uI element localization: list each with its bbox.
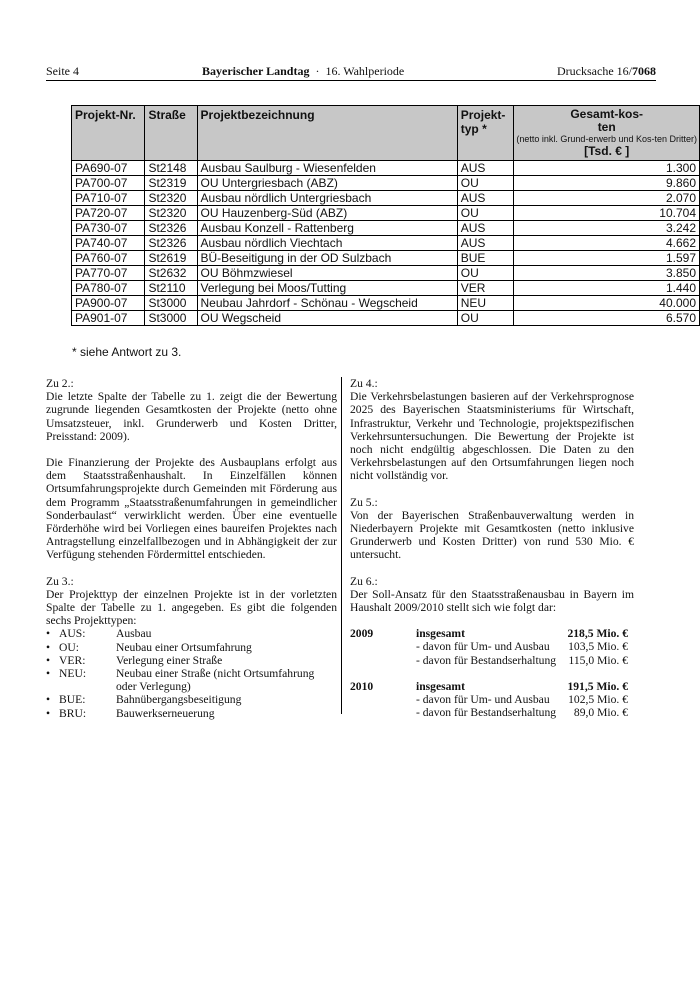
cell-total-cost: 2.070 bbox=[514, 191, 700, 206]
budget-row bbox=[350, 680, 628, 693]
project-type-description: Bauwerkserneuerung bbox=[116, 706, 215, 720]
col-project-type bbox=[457, 106, 514, 161]
col-description: Projektbezeichnung bbox=[197, 106, 457, 161]
cell-description: Ausbau nördlich Untergriesbach bbox=[197, 191, 457, 206]
project-type-item bbox=[46, 667, 337, 693]
cell-total-cost: 3.242 bbox=[514, 221, 700, 236]
project-type-code: NEU: bbox=[59, 667, 87, 681]
cell-project-nr: PA710-07 bbox=[72, 191, 145, 206]
budget-sub-amount: 89,0 Mio. € bbox=[573, 706, 628, 720]
table-row bbox=[72, 206, 700, 221]
project-type-code: BUE: bbox=[59, 693, 86, 707]
cell-project-type: OU bbox=[457, 176, 514, 191]
cell-total-cost: 1.300 bbox=[514, 161, 700, 176]
project-type-list bbox=[46, 627, 337, 719]
document-number: 7068 bbox=[632, 64, 656, 78]
header-separator: · bbox=[315, 64, 320, 78]
budget-year: 2010 bbox=[350, 679, 374, 693]
left-column bbox=[46, 377, 337, 720]
cell-project-nr: PA760-07 bbox=[72, 251, 145, 266]
cell-description: OU Untergriesbach (ABZ) bbox=[197, 176, 457, 191]
zu3-paragraph-1: Der Projekttyp der einzelnen Projekte ist in der vorletzten Spalte der Tabelle zu 1. angegeben. Es gibt die folgenden sechs Projekttypen: bbox=[46, 587, 337, 628]
zu2-paragraph-1: Die letzte Spalte der Tabelle zu 1. zeigt die der Bewertung zugrunde liegenden Gesamtkosten der Projekte (netto ohne Umsatzsteuer, inkl. Grunderwerb und Kosten Dritter, Preisstand: 2009). bbox=[46, 390, 337, 443]
budget-row bbox=[350, 627, 628, 640]
cell-description: Neubau Jahrdorf - Schönau - Wegscheid bbox=[197, 296, 457, 311]
right-column bbox=[350, 377, 634, 719]
budget-total: 191,5 Mio. € bbox=[567, 679, 628, 693]
cell-total-cost: 4.662 bbox=[514, 236, 700, 251]
col-project-nr: Projekt-Nr. bbox=[72, 106, 145, 161]
bullet-icon: • bbox=[46, 693, 51, 707]
col-total-cost bbox=[514, 106, 700, 161]
bullet-icon: • bbox=[46, 627, 51, 641]
budget-spacer bbox=[350, 693, 416, 706]
budget-sub-amount: 103,5 Mio. € bbox=[568, 640, 628, 654]
table-row bbox=[72, 311, 700, 326]
cell-total-cost: 9.860 bbox=[514, 176, 700, 191]
cell-project-type: AUS bbox=[457, 236, 514, 251]
cell-project-type: OU bbox=[457, 206, 514, 221]
parliament-name: Bayerischer Landtag bbox=[202, 64, 310, 78]
col-type-line1: Projekt- bbox=[460, 108, 506, 122]
cell-total-cost: 1.597 bbox=[514, 251, 700, 266]
table-row bbox=[72, 266, 700, 281]
cell-street: St2320 bbox=[145, 191, 197, 206]
cell-street: St2320 bbox=[145, 206, 197, 221]
cell-description: BÜ-Beseitigung in der OD Sulzbach bbox=[197, 251, 457, 266]
budget-table bbox=[350, 680, 628, 720]
cell-total-cost: 3.850 bbox=[514, 266, 700, 281]
zu2-paragraph-2: Die Finanzierung der Projekte des Ausbauplans erfolgt aus dem Staatsstraßenhaushalt. In Einzelfällen können Ortsumfahrungsprojekte durch Gemeinden mit Förderung aus dem Programm „Staatsstraßenumfahrungen in gemeindlicher Sonderbaulast“ verwirklicht werden. Über eine eventuelle Förderhöhe wird bei Vorliegen eines baureifen Projektes nach Antragstellung einzelfallbezogen und in Abhängigkeit der zur Verfügung stehenden Fördermittel entschieden. bbox=[46, 456, 337, 562]
cell-description: OU Böhmzwiesel bbox=[197, 266, 457, 281]
table-row bbox=[72, 296, 700, 311]
cell-street: St2110 bbox=[145, 281, 197, 296]
zu4-paragraph-1: Die Verkehrsbelastungen basieren auf der Verkehrsprognose 2025 des Bayerischen Staatsministeriums für Wirtschaft, Infrastruktur, Verkehr und Technologie, projektspezifischen Verkehrsuntersuchungen. Die Bewertung der Projekte ist noch nicht endgültig abgeschlossen. Die Daten zu den Verkehrsbelastungen auf den Ortsumfahrungen liegen noch nicht vollständig vor. bbox=[350, 390, 634, 483]
cell-project-type: AUS bbox=[457, 191, 514, 206]
cell-total-cost: 1.440 bbox=[514, 281, 700, 296]
project-type-description: Neubau einer Ortsumfahrung bbox=[116, 640, 252, 654]
header-title bbox=[202, 64, 404, 79]
project-type-item bbox=[46, 654, 337, 667]
project-type-code: AUS: bbox=[59, 627, 86, 641]
budget-table bbox=[350, 627, 628, 667]
cell-project-nr: PA730-07 bbox=[72, 221, 145, 236]
project-type-item bbox=[46, 693, 337, 706]
zu5-paragraph-1: Von der Bayerischen Straßenbauverwaltung werden in Niederbayern Projekte mit Gesamtkosten (netto inklusive Grunderwerb und Kosten Dritter) von rund 530 Mio. € untersucht. bbox=[350, 508, 634, 562]
cell-description: Ausbau Saulburg - Wiesenfelden bbox=[197, 161, 457, 176]
budget-spacer bbox=[350, 654, 416, 667]
table-row bbox=[72, 251, 700, 266]
cell-project-type: AUS bbox=[457, 161, 514, 176]
bullet-icon: • bbox=[46, 640, 51, 654]
bullet-icon: • bbox=[46, 653, 51, 667]
budget-sub-label: - davon für Bestandserhaltung bbox=[416, 706, 557, 720]
cell-description: Ausbau Konzell - Rattenberg bbox=[197, 221, 457, 236]
cell-project-nr: PA900-07 bbox=[72, 296, 145, 311]
cell-total-cost: 6.570 bbox=[514, 311, 700, 326]
project-type-description: Ausbau bbox=[116, 627, 152, 641]
budget-section bbox=[350, 627, 634, 719]
table-row bbox=[72, 236, 700, 251]
cell-description: OU Wegscheid bbox=[197, 311, 457, 326]
budget-sub-label: - davon für Um- und Ausbau bbox=[416, 640, 550, 654]
bullet-icon: • bbox=[46, 706, 51, 720]
cell-description: Ausbau nördlich Viechtach bbox=[197, 236, 457, 251]
zu2-heading: Zu 2.: bbox=[46, 377, 74, 390]
table-row bbox=[72, 221, 700, 236]
budget-total-label: insgesamt bbox=[416, 627, 465, 641]
cell-project-nr: PA770-07 bbox=[72, 266, 145, 281]
cell-project-nr: PA740-07 bbox=[72, 236, 145, 251]
cell-project-nr: PA700-07 bbox=[72, 176, 145, 191]
col-cost-line2: ten bbox=[597, 120, 616, 134]
projects-table bbox=[71, 105, 700, 326]
budget-row bbox=[350, 706, 628, 719]
budget-sub-amount: 115,0 Mio. € bbox=[568, 653, 628, 667]
cell-street: St2326 bbox=[145, 236, 197, 251]
election-period: 16. Wahlperiode bbox=[325, 64, 405, 78]
cell-street: St2148 bbox=[145, 161, 197, 176]
project-type-code: VER: bbox=[59, 653, 86, 667]
header-rule bbox=[46, 80, 656, 81]
column-divider bbox=[341, 377, 342, 714]
budget-sub-amount: 102,5 Mio. € bbox=[568, 693, 628, 707]
cell-project-type: AUS bbox=[457, 221, 514, 236]
budget-total-label: insgesamt bbox=[416, 679, 465, 693]
cell-project-nr: PA720-07 bbox=[72, 206, 145, 221]
budget-row bbox=[350, 693, 628, 706]
cell-project-type: OU bbox=[457, 266, 514, 281]
project-type-code: BRU: bbox=[59, 706, 87, 720]
cell-project-nr: PA780-07 bbox=[72, 281, 145, 296]
document-prefix: Drucksache 16/ bbox=[557, 64, 632, 78]
project-type-item bbox=[46, 707, 337, 720]
cell-description: OU Hauzenberg-Süd (ABZ) bbox=[197, 206, 457, 221]
table-header-row bbox=[72, 106, 700, 161]
project-type-description: Verlegung einer Straße bbox=[116, 653, 223, 667]
table-row bbox=[72, 281, 700, 296]
cell-project-type: VER bbox=[457, 281, 514, 296]
cell-street: St2326 bbox=[145, 221, 197, 236]
project-type-description: Bahnübergangsbeseitigung bbox=[116, 693, 242, 707]
budget-sub-label: - davon für Um- und Ausbau bbox=[416, 693, 550, 707]
table-row bbox=[72, 176, 700, 191]
cell-street: St2619 bbox=[145, 251, 197, 266]
cell-street: St2319 bbox=[145, 176, 197, 191]
budget-row bbox=[350, 640, 628, 653]
zu6-heading: Zu 6.: bbox=[350, 574, 378, 588]
project-type-description-cont: oder Verlegung) bbox=[116, 680, 191, 694]
budget-total: 218,5 Mio. € bbox=[567, 627, 628, 641]
col-type-line2: typ * bbox=[460, 122, 487, 136]
cell-project-nr: PA901-07 bbox=[72, 311, 145, 326]
zu5-heading: Zu 5.: bbox=[350, 495, 378, 509]
cell-street: St2632 bbox=[145, 266, 197, 281]
page-header bbox=[46, 64, 656, 80]
table-body bbox=[72, 161, 700, 326]
budget-sub-label: - davon für Bestandserhaltung bbox=[416, 653, 557, 667]
zu3-heading: Zu 3.: bbox=[46, 574, 74, 588]
table-footnote: * siehe Antwort zu 3. bbox=[72, 345, 182, 359]
col-cost-note: (netto inkl. Grund-erwerb und Kos-ten Dritter) bbox=[516, 134, 697, 144]
cell-project-type: NEU bbox=[457, 296, 514, 311]
table-row bbox=[72, 161, 700, 176]
cell-project-nr: PA690-07 bbox=[72, 161, 145, 176]
zu6-paragraph-1: Der Soll-Ansatz für den Staatsstraßenausbau in Bayern im Haushalt 2009/2010 stellt sich wie folgt dar: bbox=[350, 587, 634, 615]
col-street: Straße bbox=[145, 106, 197, 161]
table-row bbox=[72, 191, 700, 206]
document-reference bbox=[557, 64, 656, 79]
budget-spacer bbox=[350, 640, 416, 653]
budget-year: 2009 bbox=[350, 627, 374, 641]
page-number: Seite 4 bbox=[46, 64, 79, 78]
project-type-code: OU: bbox=[59, 640, 79, 654]
cell-project-type: OU bbox=[457, 311, 514, 326]
budget-row bbox=[350, 654, 628, 667]
cell-total-cost: 40.000 bbox=[514, 296, 700, 311]
cell-description: Verlegung bei Moos/Tutting bbox=[197, 281, 457, 296]
cell-project-type: BUE bbox=[457, 251, 514, 266]
cell-street: St3000 bbox=[145, 296, 197, 311]
col-cost-line1: Gesamt-kos- bbox=[570, 107, 644, 121]
project-type-item bbox=[46, 627, 337, 640]
project-type-description: Neubau einer Straße (nicht Ortsumfahrung bbox=[116, 667, 315, 681]
cell-total-cost: 10.704 bbox=[514, 206, 700, 221]
col-cost-unit: [Tsd. € ] bbox=[584, 144, 630, 158]
cell-street: St3000 bbox=[145, 311, 197, 326]
zu4-heading: Zu 4.: bbox=[350, 377, 378, 390]
project-type-item bbox=[46, 641, 337, 654]
budget-spacer bbox=[350, 706, 416, 719]
bullet-icon: • bbox=[46, 667, 51, 681]
